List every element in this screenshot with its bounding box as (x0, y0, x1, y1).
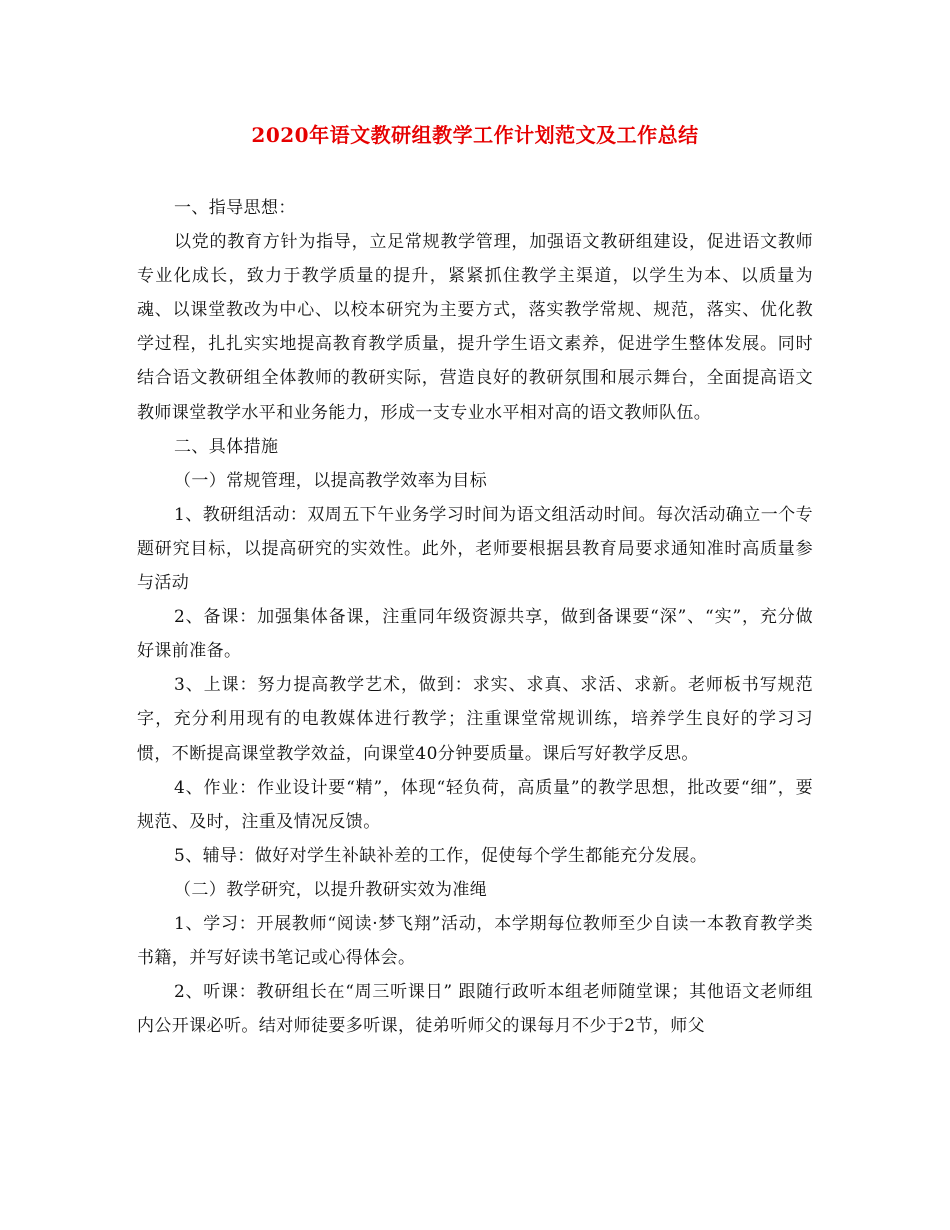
paragraph-learning: 1、学习：开展教师“阅读·梦飞翔”活动，本学期每位教师至少自读一本教育教学类书籍，并写好读书笔记或心得体会。 (137, 913, 813, 969)
paragraph-teaching: 3、上课：努力提高教学艺术，做到：求实、求真、求活、求新。老师板书写规范字，充分利用现有的电教媒体进行教学；注重课堂常规训练，培养学生良好的学习习惯，不断提高课堂教学效益，向课堂40分钟要质量。课后写好教学反思。 (137, 675, 813, 764)
subheading-teaching-research: （二）教学研究，以提升教研实效为准绳 (174, 879, 488, 900)
paragraph-lesson-prep: 2、备课：加强集体备课，注重同年级资源共享，做到备课要“深”、“实”，充分做好课前准备。 (137, 607, 813, 662)
paragraph-homework: 4、作业：作业设计要“精”，体现“轻负荷，高质量”的教学思想，批改要“细”，要规范、及时，注重及情况反馈。 (137, 777, 813, 832)
heading-guiding-ideology: 一、指导思想： (174, 198, 296, 218)
document-title: 2020年语文教研组教学工作计划范文及工作总结 (251, 123, 699, 147)
paragraph-guiding-ideology: 以党的教育方针为指导，立足常规教学管理，加强语文教研组建设，促进语文教师专业化成长，致力于教学质量的提升，紧紧抓住教学主渠道，以学生为本、以质量为魂、以课堂教改为中心、以校本研究为主要方式，落实教学常规、规范，落实、优化教学过程，扎扎实实地提高教育教学质量，提升学生语文素养，促进学生整体发展。同时结合语文教研组全体教师的教研实际，营造良好的教研氛围和展示舞台，全面提高语文教师课堂教学水平和业务能力，形成一支专业水平相对高的语文教师队伍。 (137, 232, 813, 423)
heading-specific-measures: 二、具体措施 (174, 436, 279, 457)
paragraph-lesson-observation: 2、听课：教研组长在“周三听课日” 跟随行政听本组老师随堂课；其他语文老师组内公开课必听。结对师徒要多听课，徒弟听师父的课每月不少于2节，师父 (137, 982, 813, 1037)
subheading-routine-management: （一）常规管理，以提高教学效率为目标 (174, 470, 488, 491)
paragraph-tutoring: 5、辅导：做好对学生补缺补差的工作，促使每个学生都能充分发展。 (174, 845, 708, 866)
document-body (137, 191, 813, 1043)
paragraph-research-activity: 1、教研组活动：双周五下午业务学习时间为语文组活动时间。每次活动确立一个专题研究目标，以提高研究的实效性。此外，老师要根据县教育局要求通知准时高质量参与活动 (137, 504, 813, 594)
